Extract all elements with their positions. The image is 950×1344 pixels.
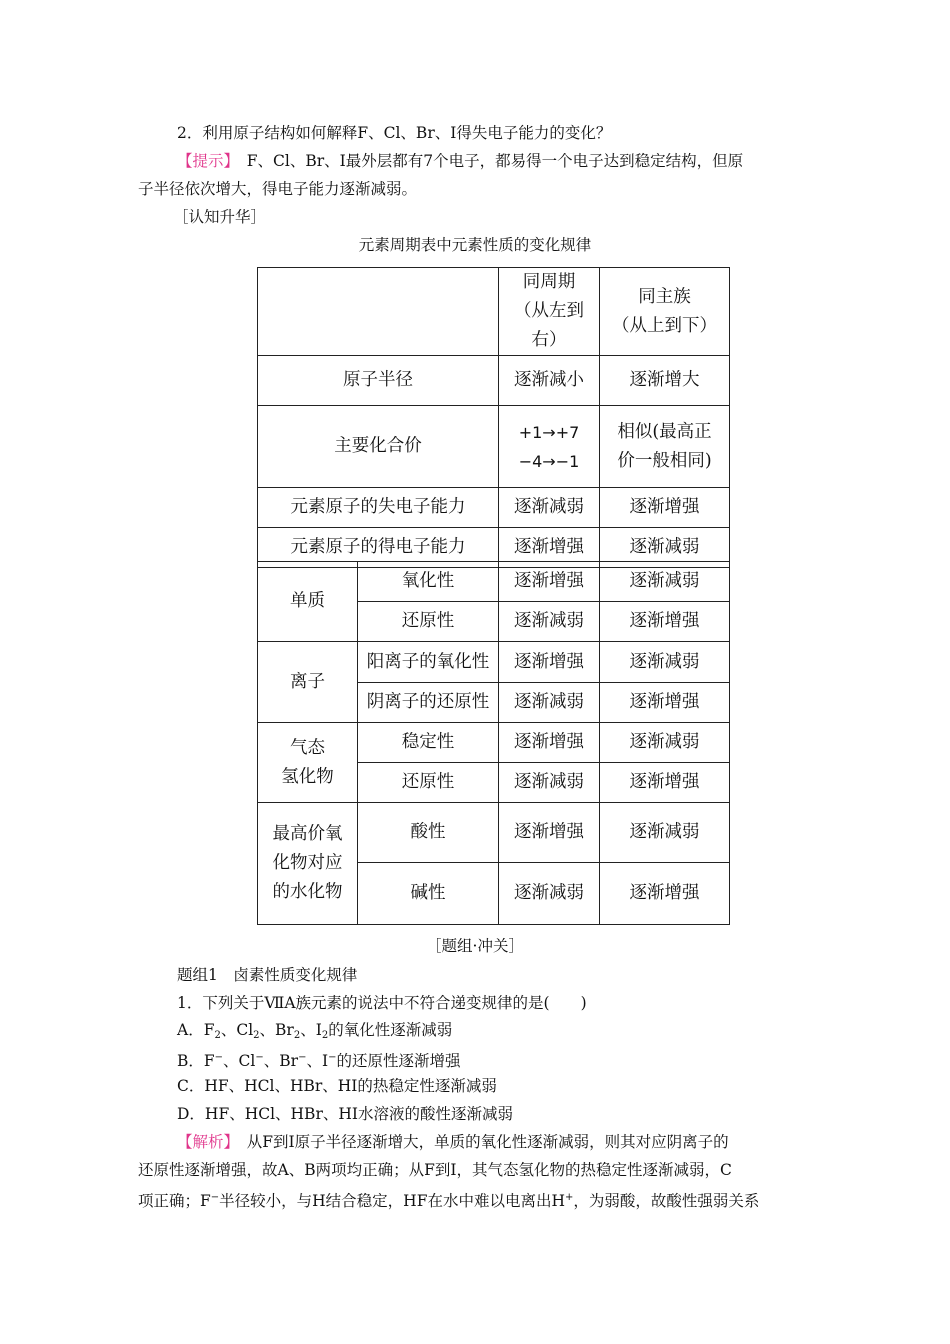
question-1-stem: 1．下列关于ⅦA族元素的说法中不符合递变规律的是( ) <box>177 994 587 1012</box>
group-label: 气态 氢化物 <box>258 723 358 803</box>
cell-period: 逐渐减小 <box>499 356 600 406</box>
cell-group: 逐渐增强 <box>600 863 730 925</box>
group-label: 离子 <box>258 642 358 723</box>
property-label: 氧化性 <box>358 562 499 602</box>
table-row <box>258 803 730 863</box>
cell-period: 逐渐减弱 <box>499 683 600 723</box>
table-row <box>258 723 730 763</box>
option-c: C．HF、HCl、HBr、HI的热稳定性逐渐减弱 <box>177 1077 497 1095</box>
table-row <box>258 356 730 406</box>
cell-group: 逐渐增强 <box>600 763 730 803</box>
analysis-line-3: 项正确；F−半径较小，与H结合稳定，HF在水中难以电离出H+，为弱酸，故酸性强弱关系 <box>138 1192 760 1210</box>
cell-group: 逐渐减弱 <box>600 528 730 568</box>
header-group: 同主族 （从上到下） <box>600 268 730 356</box>
cell-period: +1→+7 −4→−1 <box>499 406 600 488</box>
option-a: A．$F_2$、$Cl_2$、$Br_2$、$I_2$的氧化性逐渐减弱 <box>177 1021 453 1041</box>
cell-period: 逐渐增强 <box>499 562 600 602</box>
option-b: B．F−、Cl−、Br−、I−的还原性逐渐增强 <box>177 1052 461 1070</box>
question-2: 2．利用原子结构如何解释F、Cl、Br、I得失电子能力的变化？ <box>177 124 612 142</box>
table-row <box>258 562 730 602</box>
property-label: 稳定性 <box>358 723 499 763</box>
cell-group: 逐渐减弱 <box>600 562 730 602</box>
property-label: 还原性 <box>358 602 499 642</box>
property-table-bottom <box>257 561 730 925</box>
section-label: ［认知升华］ <box>173 208 267 226</box>
row-label: 原子半径 <box>258 356 499 406</box>
header-period: 同周期 （从左到右） <box>499 268 600 356</box>
hint-line-2: 子半径依次增大，得电子能力逐渐减弱。 <box>138 180 418 198</box>
hint-line-1 <box>177 150 743 172</box>
cell-period: 逐渐增强 <box>499 803 600 863</box>
table-row <box>258 406 730 488</box>
property-label: 酸性 <box>358 803 499 863</box>
topic-title: 题组1 卤素性质变化规律 <box>177 966 358 984</box>
table-row <box>258 488 730 528</box>
property-label: 阴离子的还原性 <box>358 683 499 723</box>
analysis-line-2: 还原性逐渐增强，故A、B两项均正确；从F到I，其气态氢化物的热稳定性逐渐减弱，C <box>138 1161 732 1179</box>
cell-group: 逐渐增强 <box>600 488 730 528</box>
cell-period: 逐渐增强 <box>499 723 600 763</box>
table-header-row <box>258 268 730 356</box>
cell-group: 逐渐增大 <box>600 356 730 406</box>
cell-period: 逐渐增强 <box>499 528 600 568</box>
cell-group: 逐渐减弱 <box>600 803 730 863</box>
analysis-tag: 【解析】 <box>177 1133 232 1151</box>
group-label: 最高价氧 化物对应 的水化物 <box>258 803 358 925</box>
property-label: 碱性 <box>358 863 499 925</box>
hint-tag: 【提示】 <box>177 152 232 170</box>
exercise-header: ［题组·冲关］ <box>426 937 524 955</box>
property-label: 阳离子的氧化性 <box>358 642 499 683</box>
table-row <box>258 642 730 683</box>
property-label: 还原性 <box>358 763 499 803</box>
row-label: 元素原子的失电子能力 <box>258 488 499 528</box>
hint-text-1: F、Cl、Br、I最外层都有7个电子，都易得一个电子达到稳定结构，但原 <box>231 152 744 170</box>
cell-period: 逐渐减弱 <box>499 488 600 528</box>
cell-period: 逐渐减弱 <box>499 763 600 803</box>
cell-period: 逐渐减弱 <box>499 602 600 642</box>
property-table-top <box>257 267 730 568</box>
cell-group: 逐渐减弱 <box>600 723 730 763</box>
option-d: D．HF、HCl、HBr、HI水溶液的酸性逐渐减弱 <box>177 1105 513 1123</box>
group-label: 单质 <box>258 562 358 642</box>
cell-group: 相似(最高正 价一般相同) <box>600 406 730 488</box>
cell-group: 逐渐增强 <box>600 683 730 723</box>
table-caption: 元素周期表中元素性质的变化规律 <box>358 236 592 254</box>
header-empty-cell <box>258 268 499 356</box>
analysis-line-1: 【解析】 从F到I原子半径逐渐增大，单质的氧化性逐渐减弱，则其对应阴离子的 <box>177 1133 729 1151</box>
cell-period: 逐渐增强 <box>499 642 600 683</box>
cell-group: 逐渐减弱 <box>600 642 730 683</box>
row-label: 元素原子的得电子能力 <box>258 528 499 568</box>
row-label: 主要化合价 <box>258 406 499 488</box>
cell-group: 逐渐增强 <box>600 602 730 642</box>
cell-period: 逐渐减弱 <box>499 863 600 925</box>
